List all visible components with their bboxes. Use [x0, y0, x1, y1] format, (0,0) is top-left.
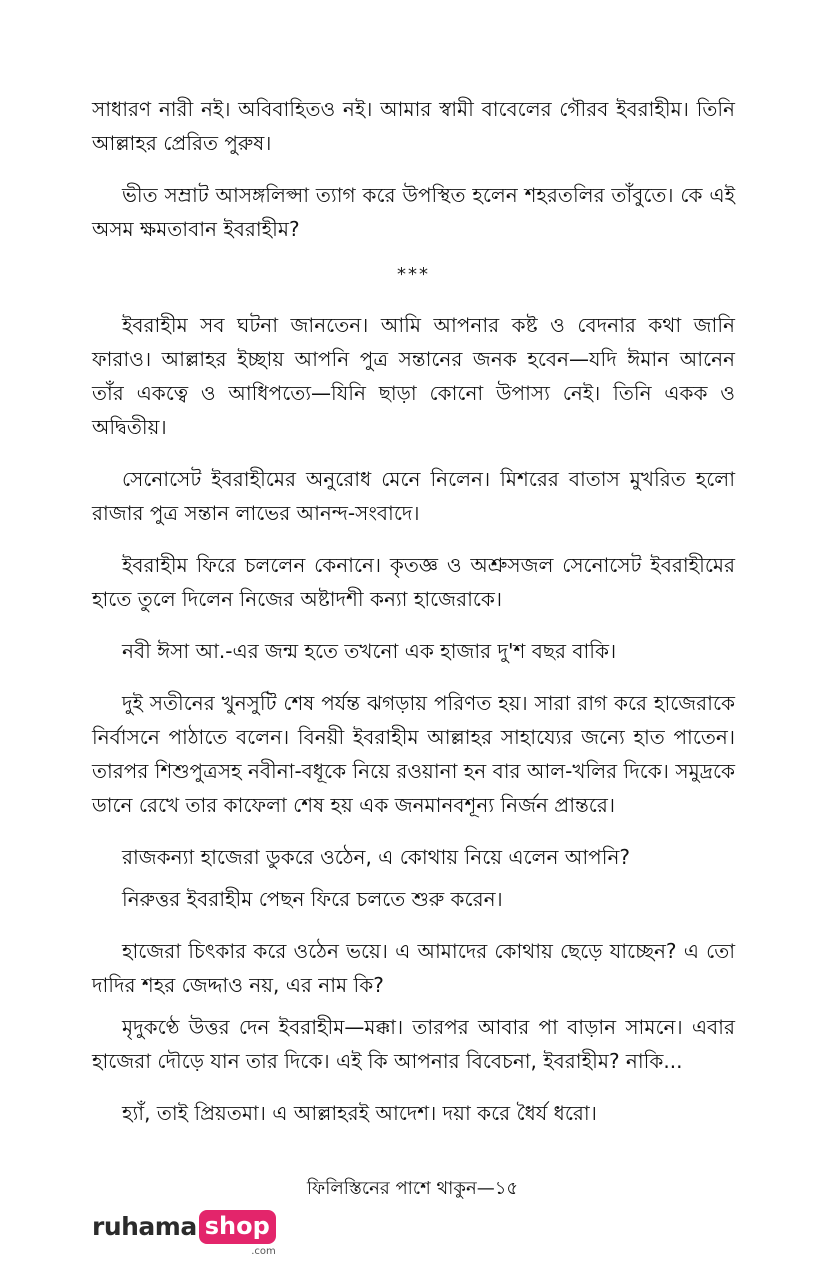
logo-text-right: shop — [199, 1210, 276, 1244]
section-separator: *** — [397, 264, 430, 285]
paragraph-10: হাজেরা চিৎকার করে ওঠেন ভয়ে। এ আমাদের কোথায় ছেড়ে যাচ্ছেন? এ তো দাদির শহর জেদ্দাও নয়, এর নাম কি? — [92, 939, 735, 997]
paragraph-8: রাজকন্যা হাজেরা ডুকরে ওঠেন, এ কোথায় নিয়ে এলেন আপনি? — [122, 845, 631, 869]
paragraph-2: ভীত সম্রাট আসঙ্গলিপ্সা ত্যাগ করে উপস্থিত হলেন শহরতলির তাঁবুতে। কে এই অসম ক্ষমতাবান ইবরাহীম? — [92, 183, 735, 241]
paragraph-5: ইবরাহীম ফিরে চললেন কেনানে। কৃতজ্ঞ ও অশ্রুসজল সেনোসেট ইবরাহীমের হাতে তুলে দিলেন নিজের অষ্টাদশী কন্যা হাজেরাকে। — [92, 553, 735, 611]
logo-right-group — [197, 1210, 276, 1258]
page-footer: ফিলিস্তিনের পাশে থাকুন—১৫ — [306, 1178, 519, 1199]
page-body — [92, 92, 735, 1148]
paragraph-6: নবী ঈসা আ.-এর জন্ম হতে তখনো এক হাজার দু'শ বছর বাকি। — [122, 639, 617, 663]
paragraph-7: দুই সতীনের খুনসুটি শেষ পর্যন্ত ঝগড়ায় পরিণত হয়। সারা রাগ করে হাজেরাকে নির্বাসনে পাঠাতে বলেন। বিনয়ী ইবরাহীম আল্লাহর সাহায্যের জন্যে হাত পাতেন। তারপর শিশুপুত্রসহ নবীনা-বধূকে নিয়ে রওয়ানা হন বার আল-খলির দিকে। সমুদ্রকে ডানে রেখে তার কাফেলা শেষ হয় এক জনমানবশূন্য নির্জন প্রান্তরে। — [92, 691, 735, 817]
paragraph-11: মৃদুকণ্ঠে উত্তর দেন ইবরাহীম—মক্কা। তারপর আবার পা বাড়ান সামনে। এবার হাজেরা দৌড়ে যান তার দিকে। এই কি আপনার বিবেচনা, ইবরাহীম? নাকি... — [92, 1015, 735, 1073]
paragraph-4: সেনোসেট ইবরাহীমের অনুরোধ মেনে নিলেন। মিশরের বাতাস মুখরিত হলো রাজার পুত্র সন্তান লাভের আনন্দ-সংবাদে। — [92, 467, 735, 525]
logo-domain: .com — [251, 1246, 276, 1257]
paragraph-9: নিরুত্তর ইবরাহীম পেছন ফিরে চলতে শুরু করেন। — [122, 887, 503, 911]
paragraph-12: হ্যাঁ, তাই প্রিয়তমা। এ আল্লাহরই আদেশ। দয়া করে ধৈর্য ধরো। — [122, 1101, 597, 1125]
paragraph-3: ইবরাহীম সব ঘটনা জানতেন। আমি আপনার কষ্ট ও বেদনার কথা জানি ফারাও। আল্লাহর ইচ্ছায় আপনি পুত্র সন্তানের জনক হবেন—যদি ঈমান আনেন তাঁর একত্বে ও আধিপত্যে—যিনি ছাড়া কোনো উপাস্য নেই। তিনি একক ও অদ্বিতীয়। — [92, 313, 735, 439]
paragraph-1: সাধারণ নারী নই। অবিবাহিতও নই। আমার স্বামী বাবেলের গৌরব ইবরাহীম। তিনি আল্লাহর প্রেরিত পুরুষ। — [92, 97, 735, 155]
ruhamashop-logo — [92, 1210, 276, 1260]
logo-text-left: ruhama — [92, 1212, 197, 1241]
